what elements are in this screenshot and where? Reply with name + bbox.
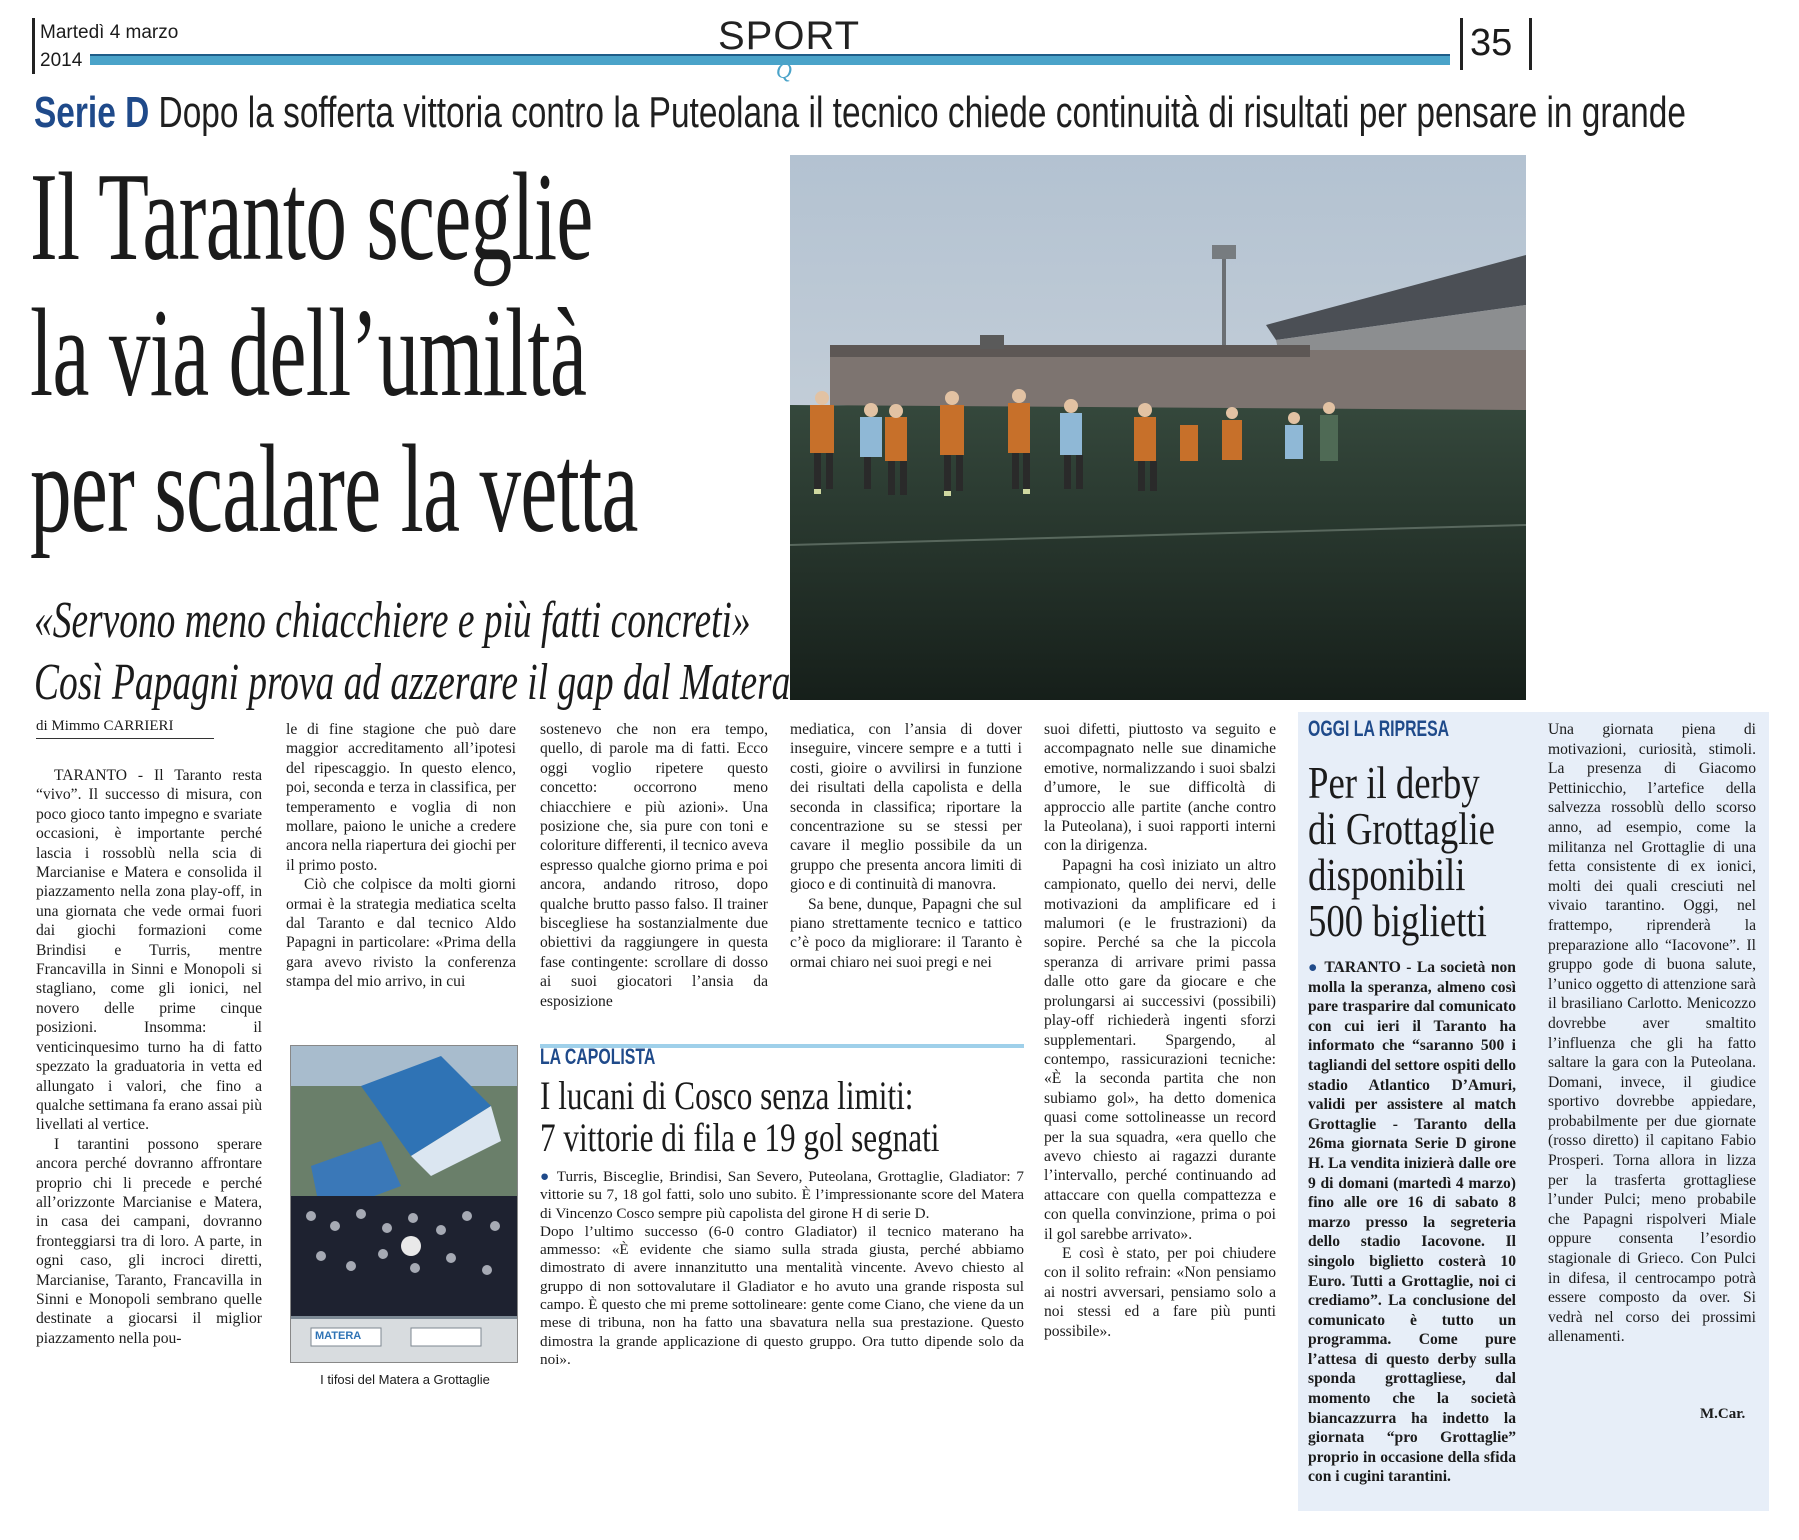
sidebar-title-line-1: Per il derby <box>1308 757 1480 808</box>
fans-photo <box>290 1045 518 1363</box>
headline-line-1: Il Taranto sceglie <box>30 148 593 287</box>
paragraph: sostenevo che non era tempo, quello, di parole ma di fatti. Ecco oggi voglio ripetere questo concetto: occorrono meno chiacchiere e più azioni». Una posizione che, sia pure con toni e coloriture differenti, il tecnico aveva espresso qualche giorno prima e poi ancora, andando ritroso, dopo qualche brutto passo falso. Il trainer biscegliese ha sostanzialmente due obiettivi da raggiungere in questa fase contingente: scrollare di dosso ai suoi giocatori l’ansia da esposizione <box>540 721 768 1010</box>
paragraph: Sa bene, dunque, Papagni che sul piano strettamente tecnico e tattico c’è poco da migliorare: il Taranto è ormai chiaro nei suoi pregi e nei <box>790 895 1022 971</box>
article-column-3 <box>540 720 768 1011</box>
fans-photo-caption: I tifosi del Matera a Grottaglie <box>320 1372 490 1387</box>
section-name: SPORT <box>718 14 861 58</box>
issue-year: 2014 <box>40 50 83 71</box>
kicker-section: Serie D <box>34 88 150 137</box>
stadium-photo-illustration <box>790 155 1526 700</box>
fans-photo-illustration <box>291 1046 517 1362</box>
article-column-2 <box>286 720 516 992</box>
subtitle-line-2: Così Papagni prova ad azzerare il gap dal Matera <box>34 654 791 711</box>
byline-rule <box>36 738 214 739</box>
paragraph: le di fine stagione che può dare maggior accreditamento all’ipotesi del ripescaggio. In questo elenco, poi, seconda e terza in classifica, per temperamento e voglia di non mollare, paiono le uniche a credere ancora nella riapertura dei giochi per il primo posto. <box>286 721 516 874</box>
main-photo <box>790 155 1526 700</box>
sidebar-title-line-4: 500 biglietti <box>1308 895 1487 946</box>
paragraph: mediatica, con l’ansia di dover inseguire, vincere sempre e a tutti i costi, gioire o avvilirsi in funzione dei risultati della capolista e della seconda in classifica; riportare la concentrazione su se stessi per cavare il meglio possibile da un gruppo che presenta ancora limiti di gioco e di continuità di manovra. <box>790 721 1022 894</box>
fans-banner-text: MATERA <box>315 1330 362 1342</box>
sidebar-paragraph-1 <box>1308 958 1516 1487</box>
kicker <box>34 88 1686 138</box>
article-column-5 <box>1044 720 1276 1341</box>
capolista-title <box>540 1075 1052 1159</box>
paragraph: I tarantini possono sperare ancora perché dovranno affrontare proprio chi li precede e perché all’orizzonte Marcianise e Matera, in casa dei campani, dovranno fronteggiarsi tra di loro. A parte, in ogni caso, gli incroci diretti, Marcianise, Taranto, Francavilla in Sinni e Monopoli sembrano quelle destinate a giocarsi il miglior piazzamento nella pou- <box>36 1135 262 1347</box>
byline: di Mimmo CARRIERI <box>36 718 174 734</box>
header-left-rule <box>32 18 35 74</box>
sidebar-signature: M.Car. <box>1700 1406 1746 1422</box>
sidebar-title-line-3: disponibili <box>1308 849 1466 900</box>
article-column-1 <box>36 766 262 1348</box>
sidebar-title-line-2: di Grottaglie <box>1308 803 1496 854</box>
sidebar-column-2 <box>1548 720 1756 1347</box>
capolista-title-line-2: 7 vittorie di fila e 19 gol segnati <box>540 1115 940 1160</box>
sidebar-column-1 <box>1308 958 1516 1487</box>
capolista-body <box>540 1168 1024 1369</box>
bullet-icon: ● <box>540 1168 557 1185</box>
paragraph: suoi difetti, piuttosto va seguito e accompagnato nelle sue dinamiche emotive, normalizzando i suoi sbalzi d’umore, le sue difficoltà di approccio alle partite (anche contro la Puteolana), i suoi rapporti interni con la dirigenza. <box>1044 721 1276 855</box>
kicker-text: Dopo la sofferta vittoria contro la Puteolana il tecnico chiede continuità di risultati per pensare in grande <box>158 88 1686 137</box>
sidebar-title <box>1308 757 1542 946</box>
issue-date: Martedì 4 marzo <box>40 22 179 43</box>
capolista-title-line-1: I lucani di Cosco senza limiti: <box>540 1073 914 1118</box>
paragraph: E così è stato, per poi chiudere con il solito refrain: «Non pensiamo ai nostri avversari, pensiamo solo a noi stessi ed a fare più punti possibile». <box>1044 1244 1276 1340</box>
headline <box>30 150 790 558</box>
subtitle-line-1: «Servono meno chiacchiere e più fatti concreti» <box>34 592 751 649</box>
section-logo-q: Q <box>776 58 792 83</box>
paragraph: Papagni ha così iniziato un altro campionato, quello dei nervi, delle motivazioni da amplificare ed i malumori (e le frustrazioni) da sopire. Perché sa che la piccola speranza di arrivare primi passa dalle otto gare da giocare e che prolungarsi ai successivi (possibili) play-off richiederà ingenti sforzi supplementari. Spargendo, al contempo, rassicurazioni tecniche: «È la seconda partita che non subiamo gol», ha detto domenica quasi come sottolineasse un record per la sua squadra, «era quello che avevo chiesto ai ragazzi durante l’intervallo, perché continuando ad attaccare con quella compattezza e con quella convinzione, prima o poi il gol sarebbe arrivato». <box>1044 856 1276 1243</box>
bullet-icon: ● <box>1308 959 1325 976</box>
paragraph: TARANTO - Il Taranto resta “vivo”. Il successo di misura, con poco gioco tanto impegno e svariate occasioni, è importante perché lascia i rossoblù nella scia di Marcianise e Matera e consolida il piazzamento nella zona play-off, in una giornata che vede ormai fuori dai giochi formazioni come Brindisi e Turris, mentre Francavilla in Sinni e Monopoli si stagliano, come gli ionici, nel novero delle prime cinque posizioni. Insomma: il venticinquesimo turno ha di fatto spezzato la graduatoria in vetta ed allungato i valori, che fino a qualche settimana fa erano assai più livellati al vertice. <box>36 767 262 1134</box>
capolista-paragraph-1-text: Turris, Bisceglie, Brindisi, San Severo, Puteolana, Grottaglie, Gladiator: 7 vittorie su 7, 18 gol fatti, solo uno subito. È l’impressionante score del Matera di Vincenzo Cosco sempre più capolista del girone H di serie D. <box>540 1168 1024 1222</box>
headline-line-2: la via dell’umiltà <box>30 284 587 423</box>
sidebar-paragraph-1-text: TARANTO - La società non molla la speranza, almeno così pare trasparire dal comunicato con cui ieri il Taranto ha informato che “saranno 500 i tagliandi del settore ospiti dello stadio Atlantico D’Amuri, validi per assistere al match Grottaglie - Taranto della 26ma giornata Serie D girone H. La vendita inizierà dalle ore 9 di domani (martedì 4 marzo) fino alle ore 16 di sabato 8 marzo presso la segreteria dello stadio Iacovone. Il singolo biglietto costerà 10 Euro. Tutti a Grottaglie, noi ci crediamo”. La conclusione del comunicato è tutto un programma. Come pure l’attesa di questo derby sulla sponda grottagliese, dal momento che la società biancazzurra ha indetto la giornata “pro Grottaglie” proprio in occasione della sfida con i cugini tarantini. <box>1308 959 1516 1486</box>
paragraph: Ciò che colpisce da molti giorni ormai è la strategia mediatica scelta dal Taranto e dal tecnico Aldo Papagni in particolare: «Prima della gara avevo rivisto la conferenza stampa del mio arrivo, in cui <box>286 876 516 991</box>
sidebar-paragraph-2: Una giornata piena di motivazioni, curiosità, stimoli. La presenza di Giacomo Pettinicchio, l’artefice della salvezza rossoblù dello scorso anno, ad esempio, come la militanza nel Grottaglie di una fetta consistente di ex ionici, molti dei quali cresciuti nel vivaio tarantino. Oggi, nel frattempo, riprenderà la preparazione allo “Iacovone”. Il gruppo gode di buona salute, l’unico oggetto di attenzione sarà il brasiliano Carlotto. Menicozzo dovrebbe aver smaltito l’influenza che gli ha fatto saltare la gara con la Puteolana. Domani, invece, il giudice sportivo dovrebbe appiedare, probabilmente per due giornate (rosso diretto) il capitano Fabio Prosperi. Torna allora in lizza per la trasferta grottagliese l’under Pulci; meno probabile che Papagni rispolveri Miale oppure consenta l’esordio stagionale di Grieco. Con Pulci in difesa, il centrocampo potrà essere composto da over. Si vedrà nel corso dei prossimi allenamenti. <box>1548 721 1756 1346</box>
page-number: 35 <box>1470 22 1513 64</box>
capolista-label: LA CAPOLISTA <box>540 1044 656 1069</box>
article-column-4 <box>790 720 1022 972</box>
capolista-paragraph-2: Dopo l’ultimo successo (6-0 contro Gladiator) il tecnico materano ha ammesso: «È evidente che siamo sulla strada giusta, perché abbiamo dimostrato di avere innanzitutto una mentalità vincente. Avevo chiesto al gruppo di non sottovalutare il Gladiator e ho avuto una grande risposta sul campo. È questo che mi preme sottolineare: gente come Ciano, che viene da un mese di tribuna, non ha fatto una sbavatura nella sua prestazione. Questo dimostra la grande applicazione di questo gruppo. Ora tutto dipende solo da noi». <box>540 1222 1024 1368</box>
capolista-paragraph-1 <box>540 1168 1024 1223</box>
headline-line-3: per scalare la vetta <box>30 420 638 559</box>
sidebar-label: OGGI LA RIPRESA <box>1308 716 1450 741</box>
